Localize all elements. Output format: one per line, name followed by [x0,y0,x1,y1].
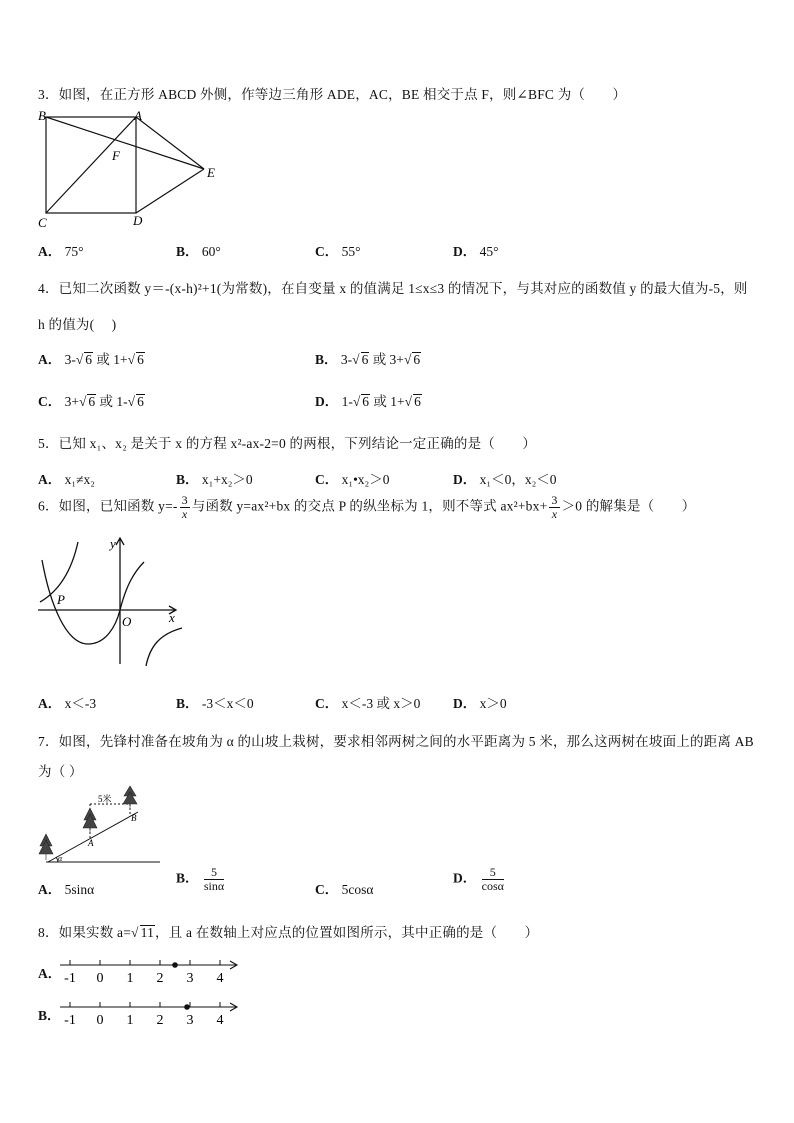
point-a-marker [184,1004,190,1010]
q8-option-a-label[interactable]: A． [38,966,62,981]
q6-label-y: y [110,536,116,551]
tick-label: 2 [156,971,164,986]
q4-option-d[interactable]: D． 1-√ 6 或 1+√ 6 [315,394,421,409]
tick-label: 4 [216,1013,224,1028]
q7-option-b[interactable]: B． $\frac{5}{\sin\alpha}$ [176,865,225,893]
q7-label-a: A [88,838,94,848]
q3-option-d[interactable]: D． 45° [453,244,499,259]
q5-option-a[interactable]: A． x₁≠x₂ [38,472,95,487]
tree-icon [39,786,137,860]
q8-number-line-a[interactable] [56,956,242,986]
q5-stem: 5．已知 x₁、x₂ 是关于 x 的方程 x²-ax-2=0 的两根，下列结论一定正确的是（ ） [38,436,537,451]
q5-option-b[interactable]: B． x₁+x₂＞0 [176,472,253,487]
q7-figure [34,782,164,866]
q6-label-x: x [169,610,175,625]
q7-stem-line2: 为（ ） [38,764,83,779]
q6-fraction-2: $\frac{3}{x}$ [551,493,558,521]
q3-label-c: C [38,215,47,230]
q7-label-dist: 5米 [98,794,112,804]
q6-label-p: P [57,592,65,607]
q4-stem-line1: 4．已知二次函数 y＝-(x-h)²+1(为常数)，在自变量 x 的值满足 1≤x≤3 的情况下，与其对应的函数值 y 的最大值为-5，则 [38,281,748,296]
q3-stem: 3．如图，在正方形 ABCD 外侧，作等边三角形 ADE，AC，BE 相交于点 F，则∠BFC 为（ ） [38,87,627,102]
q8-stem: 8．如果实数 a=√ 11，且 a 在数轴上对应点的位置如图所示，其中正确的是（ ） [38,925,539,940]
q6-fraction-1: $\frac{3}{x}$ [181,493,188,521]
tick-label: 3 [186,1013,194,1028]
q8-option-b-label[interactable]: B． [38,1008,61,1023]
q3-label-f: F [112,148,120,163]
q4-option-c[interactable]: C． 3+√ 6 或 1-√ 6 [38,394,144,409]
tick-label: 4 [216,971,224,986]
q6-stem: 6．如图，已知函数 y=- $\frac{3}{x}$ 与函数 y=ax²+bx 的交点 P 的纵坐标为 1，则不等式 ax²+bx+ $\frac{3}{x}$ ＞0 的解集是（ ） [38,493,696,521]
q4-stem-line2: h 的值为( ) [38,317,117,332]
q4-option-a[interactable]: A． 3-√ 6 或 1+√ 6 [38,352,144,367]
q7-label-b: B [131,813,137,823]
tick-label: -1 [64,1013,76,1028]
q6-option-c[interactable]: C． x＜-3 或 x＞0 [315,696,421,711]
q3-option-c[interactable]: C． 55° [315,244,361,259]
q7-option-c[interactable]: C． 5cosα [315,882,374,897]
q3-option-b[interactable]: B． 60° [176,244,221,259]
tick-label: 1 [126,971,134,986]
tick-label: 2 [156,1013,164,1028]
tick-label: 0 [96,1013,104,1028]
tick-label: 0 [96,971,104,986]
q3-label-e: E [207,165,215,180]
q5-option-d[interactable]: D． x₁＜0，x₂＜0 [453,472,557,487]
tick-label: 1 [126,1013,134,1028]
q3-figure [32,106,227,232]
point-a-marker [172,962,178,968]
q7-option-a[interactable]: A． 5sinα [38,882,95,897]
q3-label-a: A [134,108,142,123]
q7-label-alpha: α [58,854,63,863]
q6-figure [36,534,186,672]
q4-option-b[interactable]: B． 3-√ 6 或 3+√ 6 [315,352,421,367]
q5-option-c[interactable]: C． x₁•x₂＞0 [315,472,390,487]
tick-label: 3 [186,971,194,986]
q8-number-line-b[interactable] [56,998,242,1028]
q7-option-d[interactable]: D． $\frac{5}{\cos\alpha}$ [453,865,504,893]
q6-label-o: O [122,614,132,629]
q3-option-a[interactable]: A． 75° [38,244,84,259]
tick-label: -1 [64,971,76,986]
q7-stem-line1: 7．如图，先锋村准备在坡角为 α 的山坡上栽树，要求相邻两树之间的水平距离为 5 米，那么这两树在坡面上的距离 AB [38,734,754,749]
q6-option-b[interactable]: B． -3＜x＜0 [176,696,254,711]
q6-option-a[interactable]: A． x＜-3 [38,696,97,711]
q3-label-b: B [38,108,46,123]
q6-option-d[interactable]: D． x＞0 [453,696,507,711]
q3-label-d: D [133,213,143,228]
